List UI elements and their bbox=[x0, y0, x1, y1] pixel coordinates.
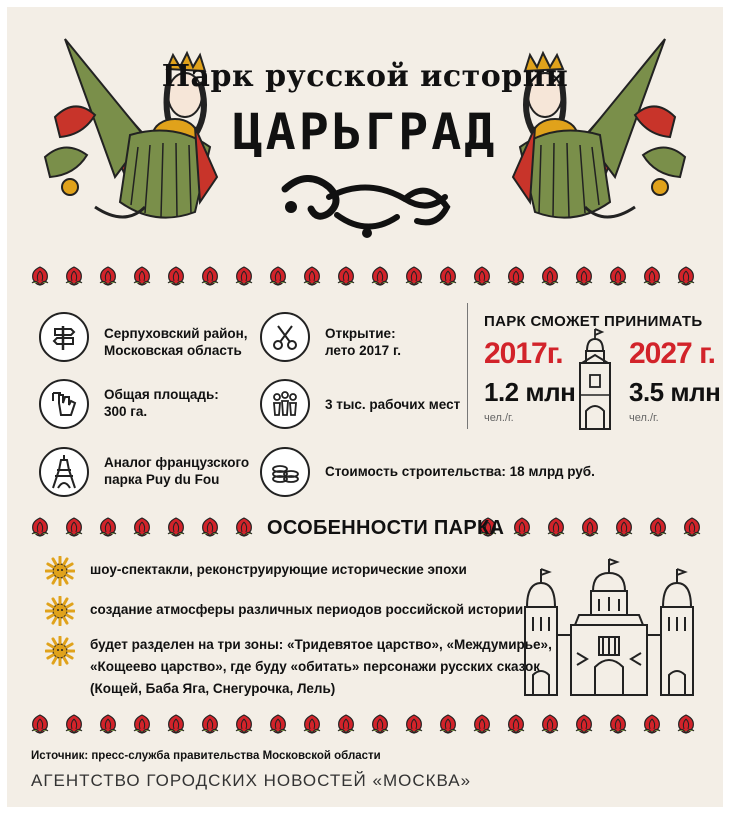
folk-flower-icon bbox=[63, 713, 85, 735]
ornament-flourish-icon bbox=[277, 167, 457, 239]
folk-flower-icon bbox=[539, 265, 561, 287]
folk-flower-icon bbox=[267, 265, 289, 287]
folk-flower-icon bbox=[369, 713, 391, 735]
infographic bbox=[7, 7, 723, 807]
capacity-title: ПАРК СМОЖЕТ ПРИНИМАТЬ bbox=[484, 313, 703, 330]
folk-flower-icon bbox=[301, 265, 323, 287]
folk-flower-icon bbox=[97, 265, 119, 287]
sun-icon bbox=[45, 556, 75, 586]
folk-flower-icon bbox=[471, 265, 493, 287]
sun-icon bbox=[45, 636, 75, 666]
feature-item-3-line-3: (Кощей, Баба Яга, Снегурочка, Лель) bbox=[90, 681, 336, 696]
location-text bbox=[104, 325, 248, 359]
folk-flower-icon bbox=[301, 713, 323, 735]
folk-flower-icon bbox=[131, 265, 153, 287]
folk-flower-icon bbox=[573, 713, 595, 735]
capacity-value-right: 3.5 млн bbox=[629, 377, 721, 407]
folk-flower-icon bbox=[647, 516, 669, 538]
folk-flower-icon bbox=[63, 516, 85, 538]
area-line-1: Общая площадь: bbox=[104, 387, 219, 402]
capacity-value-left: 1.2 млн bbox=[484, 377, 576, 407]
jobs-text: 3 тыс. рабочих мест bbox=[325, 397, 461, 412]
area-text bbox=[104, 386, 219, 420]
folk-flower-icon bbox=[675, 265, 697, 287]
folk-flower-icon bbox=[681, 516, 703, 538]
folk-flower-icon bbox=[511, 516, 533, 538]
source-text: Источник: пресс-служба правительства Московской области bbox=[31, 750, 381, 762]
scissors-icon bbox=[260, 312, 310, 362]
folk-flower-icon bbox=[165, 713, 187, 735]
capacity-year-right: 2027 г. bbox=[629, 337, 715, 370]
folk-flower-icon bbox=[165, 516, 187, 538]
capacity-year-left: 2017г. bbox=[484, 337, 563, 370]
features-title: ОСОБЕННОСТИ ПАРКА bbox=[267, 517, 505, 539]
feature-item-3-line-1: будет разделен на три зоны: «Тридевятое царство», «Междумирье», bbox=[90, 637, 552, 652]
analog-line-2: парка Puy du Fou bbox=[104, 472, 220, 487]
ornament-row-middle-right bbox=[477, 516, 715, 538]
capacity-unit-right: чел./г. bbox=[629, 412, 659, 424]
cost-text: Стоимость строительства: 18 млрд руб. bbox=[325, 464, 595, 479]
feature-item-2-line-1: создание атмосферы различных периодов российской истории bbox=[90, 602, 524, 617]
folk-flower-icon bbox=[505, 265, 527, 287]
folk-flower-icon bbox=[335, 265, 357, 287]
folk-flower-icon bbox=[437, 265, 459, 287]
folk-flower-icon bbox=[579, 516, 601, 538]
folk-flower-icon bbox=[607, 713, 629, 735]
folk-flower-icon bbox=[199, 516, 221, 538]
analog-text bbox=[104, 454, 249, 488]
folk-flower-icon bbox=[539, 713, 561, 735]
location-line-2: Московская область bbox=[104, 343, 242, 358]
folk-flower-icon bbox=[545, 516, 567, 538]
park-subtitle: Парк русской истории bbox=[161, 59, 569, 94]
folk-flower-icon bbox=[233, 713, 255, 735]
folk-flower-icon bbox=[641, 713, 663, 735]
folk-flower-icon bbox=[165, 265, 187, 287]
folk-flower-icon bbox=[97, 713, 119, 735]
folk-flower-icon bbox=[29, 265, 51, 287]
folk-flower-icon bbox=[267, 713, 289, 735]
hand-area-icon bbox=[39, 379, 89, 429]
folk-flower-icon bbox=[403, 713, 425, 735]
folk-flower-icon bbox=[675, 713, 697, 735]
ornament-row-middle-left bbox=[29, 516, 267, 538]
folk-flower-icon bbox=[369, 265, 391, 287]
folk-flower-icon bbox=[131, 516, 153, 538]
folk-flower-icon bbox=[131, 713, 153, 735]
analog-line-1: Аналог французского bbox=[104, 455, 250, 470]
opening-line-2: лето 2017 г. bbox=[325, 343, 401, 358]
folk-flower-icon bbox=[199, 265, 221, 287]
ornament-row-bottom bbox=[29, 713, 709, 735]
folk-flower-icon bbox=[403, 265, 425, 287]
feature-item-3-line-2: «Кощеево царство», где буду «обитать» персонажи русских сказок bbox=[90, 659, 541, 674]
ornament-row-top bbox=[29, 265, 709, 287]
folk-flower-icon bbox=[641, 265, 663, 287]
opening-line-1: Открытие: bbox=[325, 326, 396, 341]
divider-line bbox=[467, 303, 468, 429]
location-line-1: Серпуховский район, bbox=[104, 326, 248, 341]
folk-flower-icon bbox=[233, 265, 255, 287]
signpost-icon bbox=[39, 312, 89, 362]
sun-icon bbox=[45, 596, 75, 626]
folk-flower-icon bbox=[97, 516, 119, 538]
feature-item-1-line-1: шоу-спектакли, реконструирующие исторические эпохи bbox=[90, 562, 467, 577]
folk-flower-icon bbox=[335, 713, 357, 735]
folk-flower-icon bbox=[29, 713, 51, 735]
people-icon bbox=[260, 379, 310, 429]
folk-flower-icon bbox=[233, 516, 255, 538]
park-title: ЦАРЬГРАД bbox=[232, 103, 498, 161]
agency-name: АГЕНТСТВО ГОРОДСКИХ НОВОСТЕЙ «МОСКВА» bbox=[31, 771, 472, 790]
folk-flower-icon bbox=[199, 713, 221, 735]
area-line-2: 300 га. bbox=[104, 404, 148, 419]
opening-text bbox=[325, 325, 401, 359]
feature-item-2 bbox=[90, 599, 523, 621]
feature-item-3 bbox=[90, 634, 552, 700]
castle-illustration bbox=[519, 555, 699, 697]
folk-flower-icon bbox=[607, 265, 629, 287]
folk-flower-icon bbox=[437, 713, 459, 735]
capacity-unit-left: чел./г. bbox=[484, 412, 514, 424]
coins-icon bbox=[260, 447, 310, 497]
eiffel-tower-icon bbox=[39, 447, 89, 497]
folk-flower-icon bbox=[29, 516, 51, 538]
folk-flower-icon bbox=[613, 516, 635, 538]
tower-icon bbox=[572, 327, 618, 433]
folk-flower-icon bbox=[471, 713, 493, 735]
folk-flower-icon bbox=[63, 265, 85, 287]
folk-flower-icon bbox=[505, 713, 527, 735]
feature-item-1 bbox=[90, 559, 467, 581]
folk-flower-icon bbox=[573, 265, 595, 287]
